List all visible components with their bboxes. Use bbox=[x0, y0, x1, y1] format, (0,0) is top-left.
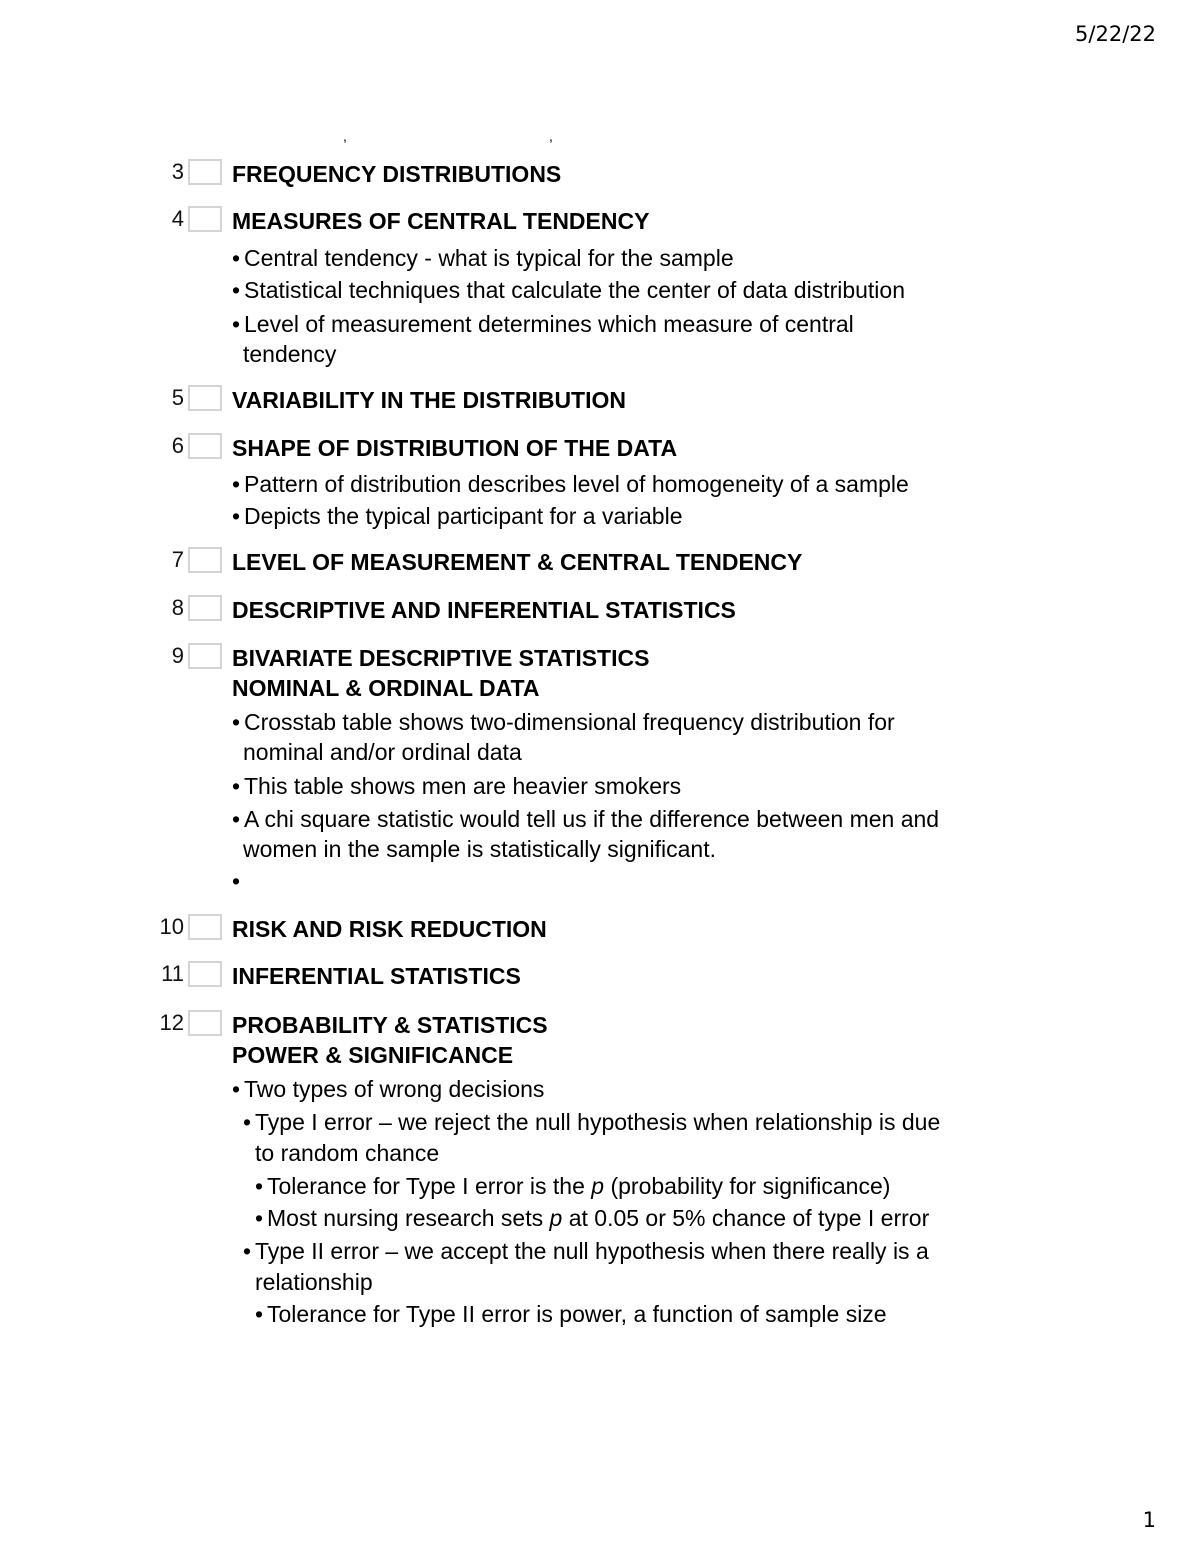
bullet-continuation: women in the sample is statistically significant. bbox=[243, 836, 716, 862]
bullet-item-level2: • Type II error – we accept the null hypothesis when there really is a bbox=[243, 1238, 929, 1264]
bullet-item-level3: • Tolerance for Type II error is power, a function of sample size bbox=[255, 1301, 887, 1327]
bullet-item-level3: • Tolerance for Type I error is the p (probability for significance) bbox=[255, 1173, 891, 1199]
bullet-item-level2: • Type I error – we reject the null hypothesis when relationship is due bbox=[243, 1109, 941, 1135]
slide-title: VARIABILITY IN THE DISTRIBUTION bbox=[232, 387, 626, 413]
bullet-item: • Two types of wrong decisions bbox=[232, 1076, 545, 1102]
bullet-continuation: nominal and/or ordinal data bbox=[243, 739, 522, 765]
bullet-item: • This table shows men are heavier smokers bbox=[232, 773, 682, 799]
slide-thumbnail[interactable] bbox=[188, 206, 222, 232]
bullet-continuation: tendency bbox=[243, 341, 337, 367]
slide-thumbnail[interactable] bbox=[188, 643, 222, 669]
slide-title: RISK AND RISK REDUCTION bbox=[232, 916, 547, 942]
slide-title: DESCRIPTIVE AND INFERENTIAL STATISTICS bbox=[232, 597, 736, 623]
slide-number: 12 bbox=[159, 1010, 184, 1035]
slide-number: 11 bbox=[161, 961, 184, 986]
slide-thumbnail[interactable] bbox=[188, 595, 222, 621]
slide-title: BIVARIATE DESCRIPTIVE STATISTICS NOMINAL & ORDINAL DATA bbox=[232, 645, 650, 701]
slide-number: 6 bbox=[171, 433, 184, 458]
slide-thumbnail[interactable] bbox=[188, 385, 222, 411]
slide-title: MEASURES OF CENTRAL TENDENCY bbox=[232, 208, 650, 234]
slide-number: 3 bbox=[171, 159, 184, 184]
slide-number: 8 bbox=[171, 595, 184, 620]
bullet-item: • Crosstab table shows two-dimensional frequency distribution for bbox=[232, 709, 895, 735]
slide-thumbnail[interactable] bbox=[188, 433, 222, 459]
slide-title: FREQUENCY DISTRIBUTIONS bbox=[232, 161, 562, 187]
bullet-item-empty: • bbox=[232, 868, 241, 894]
bullet-continuation: to random chance bbox=[255, 1140, 440, 1166]
bullet-item-level3: • Most nursing research sets p at 0.05 or 5% chance of type I error bbox=[255, 1205, 930, 1231]
bullet-item: • Depicts the typical participant for a variable bbox=[232, 503, 683, 529]
slide-title: SHAPE OF DISTRIBUTION OF THE DATA bbox=[232, 435, 678, 461]
slide-thumbnail[interactable] bbox=[188, 961, 222, 987]
slide-title: INFERENTIAL STATISTICS bbox=[232, 963, 521, 989]
slide-title: LEVEL OF MEASUREMENT & CENTRAL TENDENCY bbox=[232, 549, 803, 575]
slide-number: 5 bbox=[171, 385, 184, 410]
slide-thumbnail[interactable] bbox=[188, 159, 222, 185]
bullet-item: • Level of measurement determines which measure of central bbox=[232, 311, 854, 337]
slide-thumbnail[interactable] bbox=[188, 914, 222, 940]
bullet-item: • A chi square statistic would tell us if the difference between men and bbox=[232, 806, 940, 832]
slide-number: 7 bbox=[171, 547, 184, 572]
slide-thumbnail[interactable] bbox=[188, 547, 222, 573]
date-stamp: 5/22/22 bbox=[1075, 22, 1156, 46]
bullet-item: • Central tendency - what is typical for the sample bbox=[232, 245, 734, 271]
slide-title: PROBABILITY & STATISTICS POWER & SIGNIFICANCE bbox=[232, 1012, 548, 1068]
slide-number: 10 bbox=[159, 914, 184, 939]
page-number: 1 bbox=[1142, 1508, 1156, 1532]
bullet-item: • Statistical techniques that calculate the center of data distribution bbox=[232, 277, 906, 303]
bullet-item: • Pattern of distribution describes level of homogeneity of a sample bbox=[232, 471, 909, 497]
slide-thumbnail[interactable] bbox=[188, 1010, 222, 1036]
slide-number: 4 bbox=[171, 206, 184, 231]
slide-number: 9 bbox=[171, 643, 184, 668]
bullet-continuation: relationship bbox=[255, 1269, 373, 1295]
